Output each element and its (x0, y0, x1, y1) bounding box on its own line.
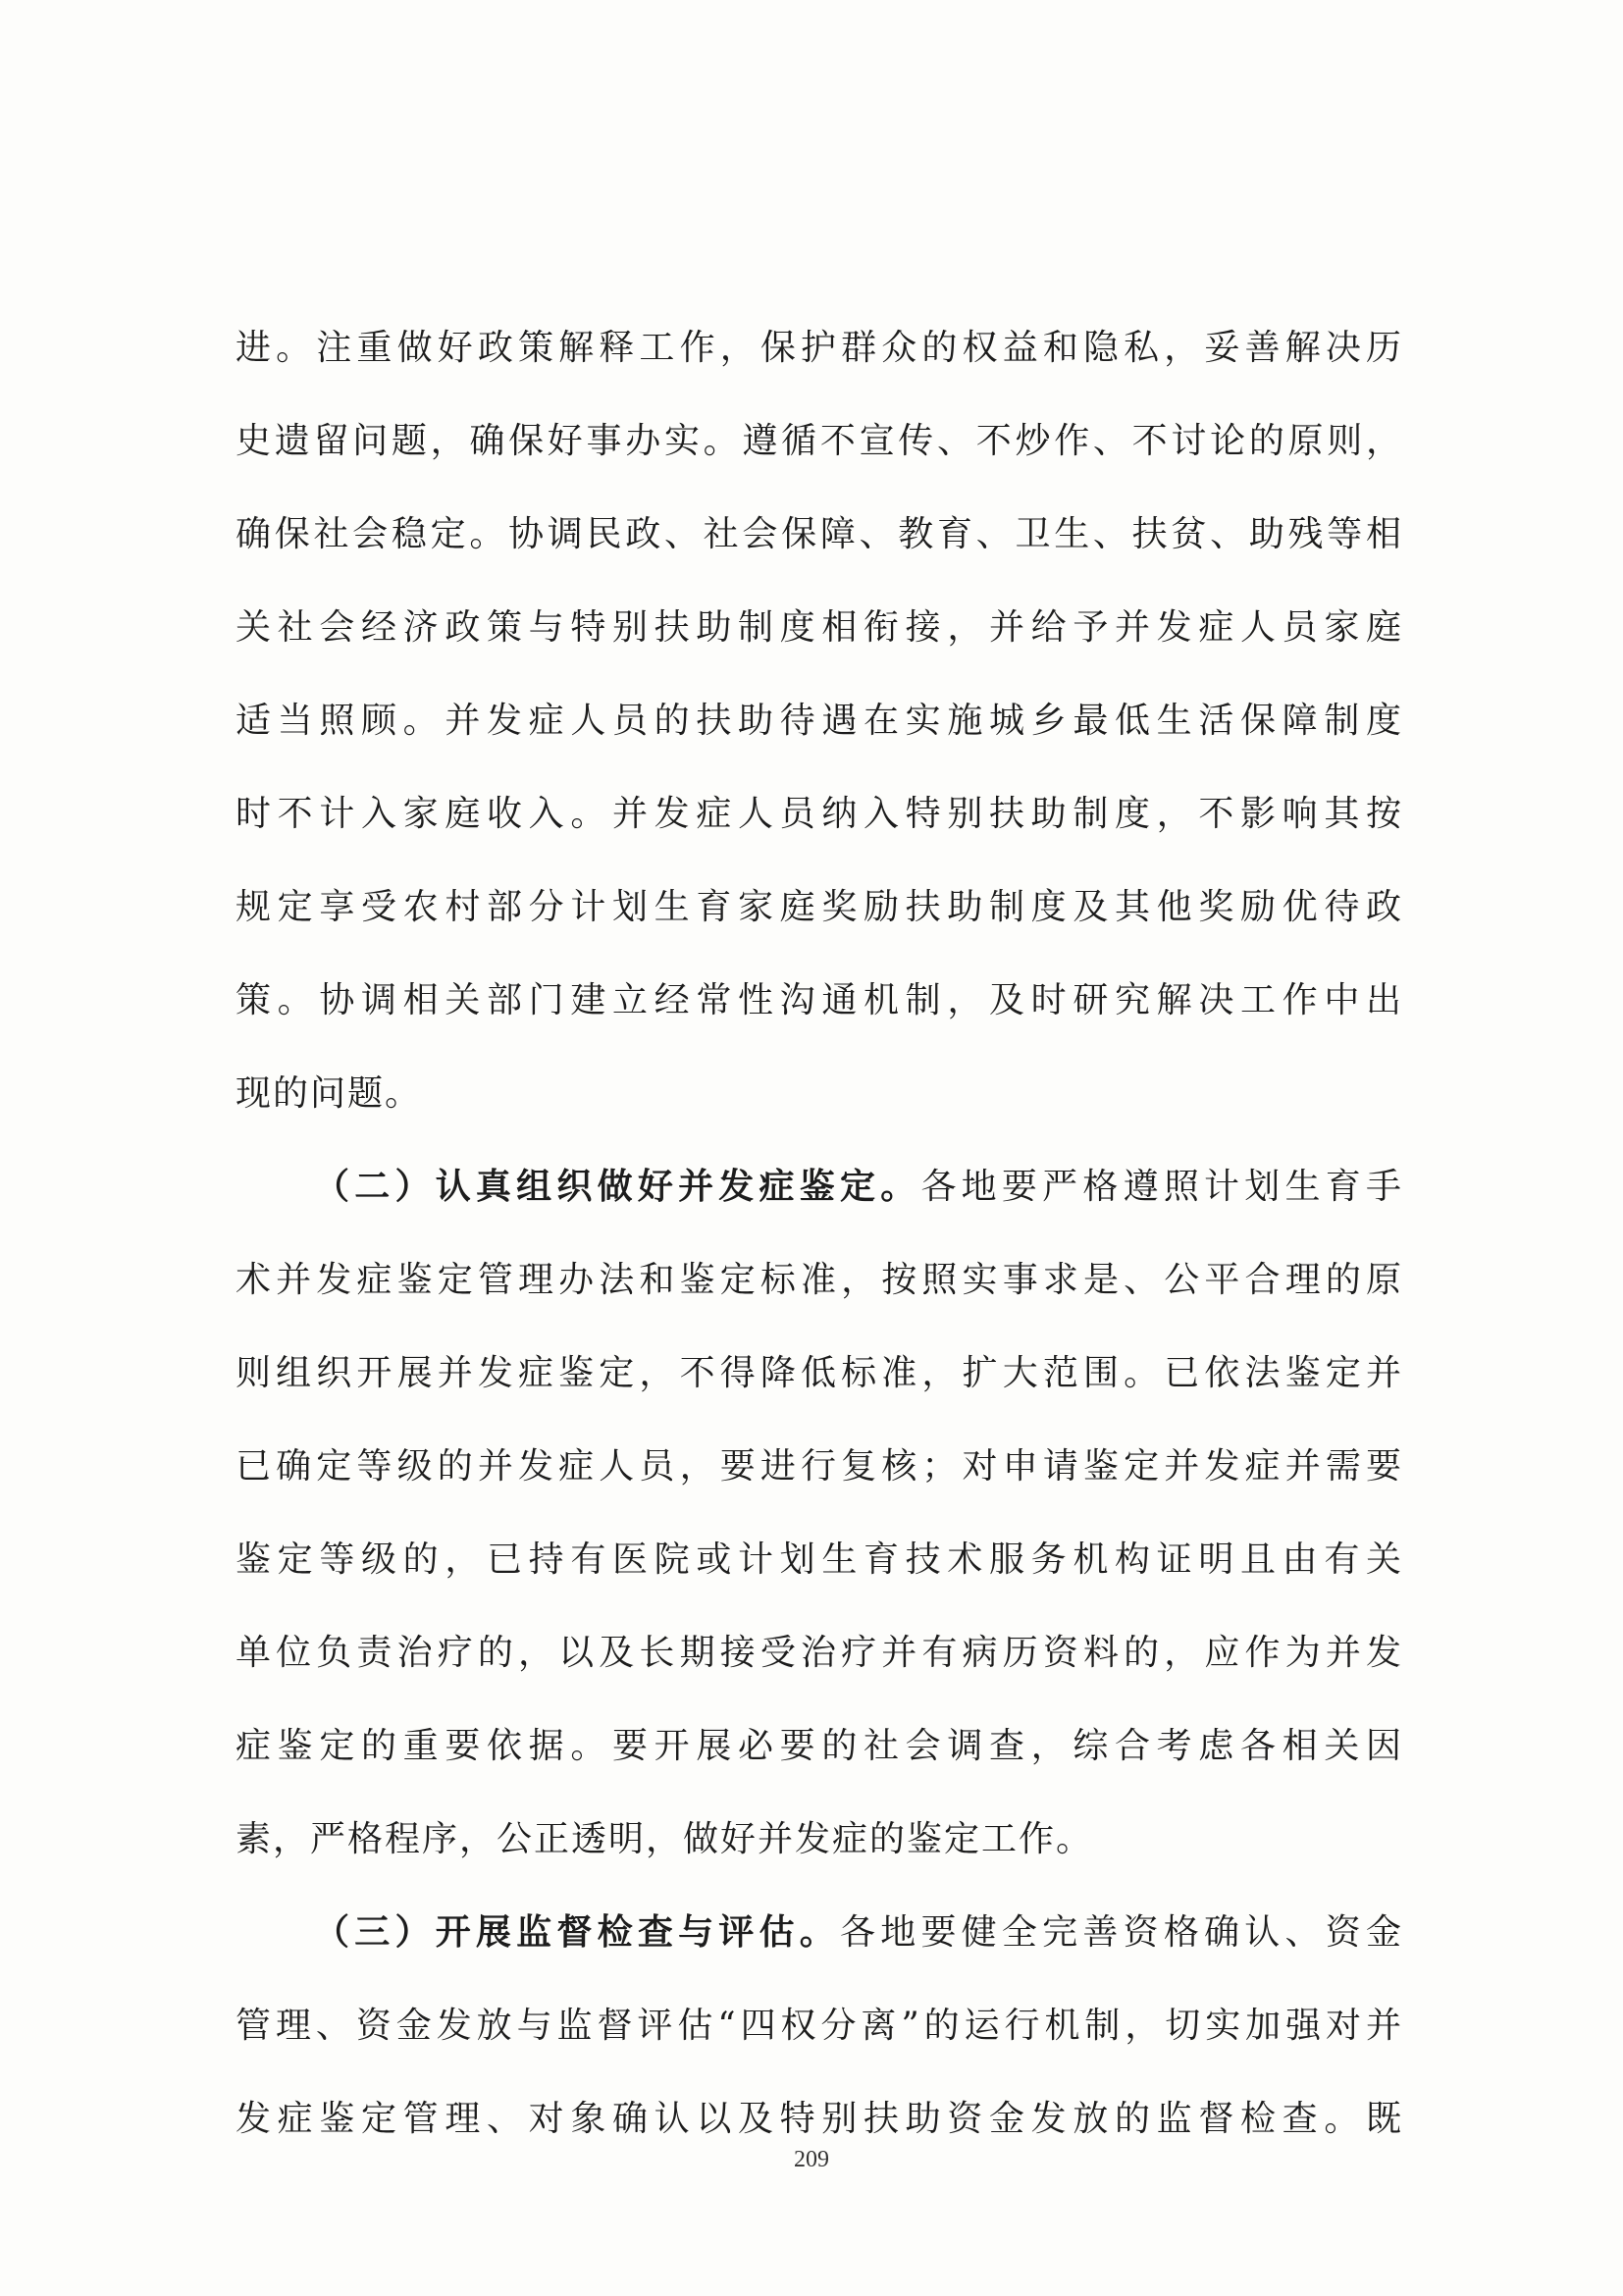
text-line: 关社会经济政策与特别扶助制度相衔接，并给予并发症人员家庭 (236, 607, 1403, 648)
body-text (236, 301, 1403, 2166)
text-line: 鉴定等级的，已持有医院或计划生育技术服务机构证明且由有关 (236, 1539, 1403, 1580)
page-number: 209 (794, 2147, 829, 2172)
section-first-line (236, 1140, 1403, 1233)
text-line: 时不计入家庭收入。并发症人员纳入特别扶助制度，不影响其按 (236, 794, 1403, 834)
text-line: 则组织开展并发症鉴定，不得降低标准，扩大范围。已依法鉴定并 (236, 1353, 1403, 1393)
text-span: 各地要健全完善资格确认、资金 (839, 1912, 1403, 1953)
text-line: 适当照顾。并发症人员的扶助待遇在实施城乡最低生活保障制度 (236, 701, 1403, 741)
text-line: 进。注重做好政策解释工作，保护群众的权益和隐私，妥善解决历 (236, 328, 1403, 368)
text-line: 规定享受农村部分计划生育家庭奖励扶助制度及其他奖励优待政 (236, 887, 1403, 927)
section-first-line (236, 1886, 1403, 1979)
text-line: 症鉴定的重要依据。要开展必要的社会调查，综合考虑各相关因 (236, 1726, 1403, 1766)
section-heading: （三）开展监督检查与评估。 (314, 1911, 840, 1953)
section-heading: （二）认真组织做好并发症鉴定。 (314, 1166, 921, 1207)
text-line: 现的问题。 (236, 1073, 423, 1114)
text-span: 各地要严格遵照计划生育手 (920, 1167, 1403, 1207)
text-line: 发症鉴定管理、对象确认以及特别扶助资金发放的监督检查。既 (236, 2099, 1403, 2139)
text-line: 素，严格程序，公正透明，做好并发症的鉴定工作。 (236, 1819, 1094, 1859)
text-line: 术并发症鉴定管理办法和鉴定标准，按照实事求是、公平合理的原 (236, 1260, 1403, 1300)
text-line: 史遗留问题，确保好事办实。遵循不宣传、不炒作、不讨论的原则， (236, 421, 1403, 461)
text-line: 确保社会稳定。协调民政、社会保障、教育、卫生、扶贫、助残等相 (236, 514, 1403, 554)
text-line: 管理、资金发放与监督评估“四权分离”的运行机制，切实加强对并 (236, 2006, 1403, 2046)
text-line: 已确定等级的并发症人员，要进行复核；对申请鉴定并发症并需要 (236, 1446, 1403, 1487)
text-line: 策。协调相关部门建立经常性沟通机制，及时研究解决工作中出 (236, 980, 1403, 1020)
text-line: 单位负责治疗的，以及长期接受治疗并有病历资料的，应作为并发 (236, 1633, 1403, 1673)
